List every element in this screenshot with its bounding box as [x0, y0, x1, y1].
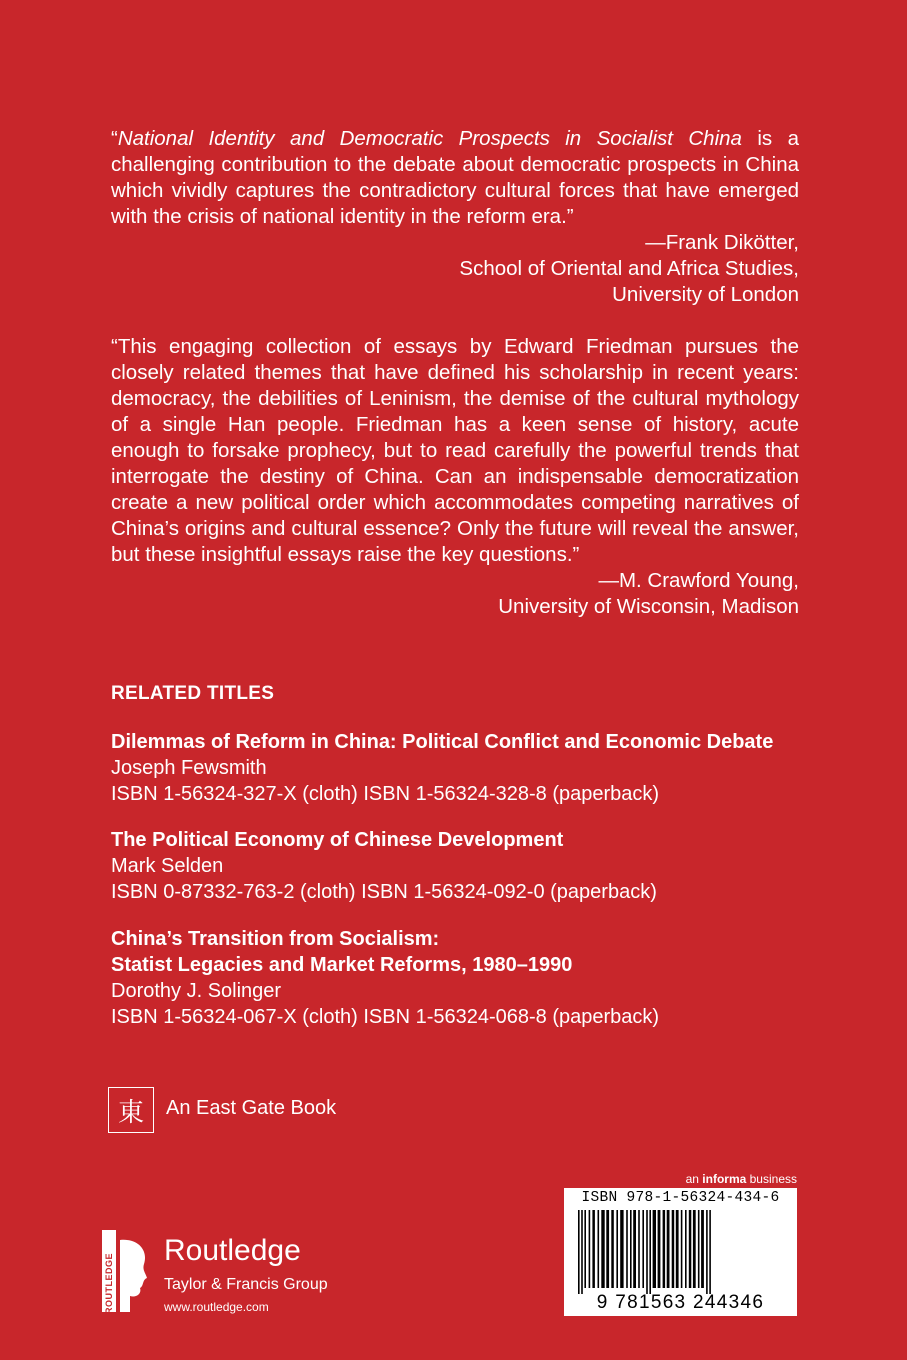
barcode-bar: [701, 1210, 704, 1288]
barcode-bar: [620, 1210, 623, 1288]
attribution-line: —Frank Dikötter,: [645, 231, 799, 254]
barcode-bar: [698, 1210, 700, 1288]
barcode-bar: [689, 1210, 692, 1288]
quote-dikotter: [111, 126, 799, 230]
barcode-bar: [626, 1210, 628, 1288]
barcode-bar: [709, 1210, 711, 1294]
attribution-line: University of Wisconsin, Madison: [498, 595, 799, 618]
publisher-group: Taylor & Francis Group: [164, 1276, 328, 1293]
informa-suffix: business: [746, 1172, 797, 1186]
book-isbn: ISBN 0-87332-763-2 (cloth) ISBN 1-56324-092-0 (paperback): [111, 881, 657, 903]
publisher-url: www.routledge.com: [164, 1300, 269, 1314]
barcode-bar: [581, 1210, 583, 1294]
barcode-bar: [681, 1210, 683, 1288]
barcode-digits: 9 781563 244346: [596, 1292, 765, 1313]
attribution-line: University of London: [612, 283, 799, 306]
barcode-bar: [611, 1210, 614, 1288]
barcode-bar: [706, 1210, 708, 1294]
barcode-bars: [574, 1210, 787, 1294]
publisher-vertical-wordmark: ROUTLEDGE: [104, 1252, 114, 1314]
related-book-1: [111, 729, 831, 807]
informa-brand: informa: [702, 1172, 747, 1186]
book-author: Joseph Fewsmith: [111, 757, 267, 779]
east-gate-label: An East Gate Book: [166, 1097, 337, 1119]
publisher-logo: [100, 1230, 360, 1320]
isbn-barcode: [564, 1188, 797, 1316]
barcode-bar: [592, 1210, 595, 1288]
barcode-bar: [658, 1210, 661, 1288]
barcode-bar: [601, 1210, 604, 1288]
barcode-bar: [578, 1210, 580, 1294]
book-title: Statist Legacies and Market Reforms, 1980–1990: [111, 954, 573, 976]
barcode-bar: [693, 1210, 696, 1288]
attribution-dikotter: [199, 230, 799, 308]
barcode-bar: [653, 1210, 656, 1288]
barcode-bar: [646, 1210, 648, 1294]
attribution-young: [199, 568, 799, 620]
publisher-name: Routledge: [164, 1234, 301, 1267]
barcode-bar: [672, 1210, 675, 1288]
barcode-bar: [606, 1210, 609, 1288]
barcode-bar: [598, 1210, 600, 1288]
barcode-bar: [584, 1210, 586, 1288]
barcode-bar: [676, 1210, 679, 1288]
quote-body: is a challenging contribution to the debate about democratic prospects in China which vividly captures the contradictory cultural forces that have emerged with the crisis of national identity in the reform era.”: [111, 127, 799, 228]
barcode-bar: [616, 1210, 618, 1288]
quote-body: “This engaging collection of essays by Edward Friedman pursues the closely related themes that have defined his scholarship in recent years: democracy, the debilities of Leninism, the demise of the cultural mythology of a single Han people. Friedman has a keen sense of history, acute enough to forsake prophecy, but to read carefully the powerful trends that interrogate the destiny of China. Can an indispensable democratization create a new political order which accommodates competing narratives of China’s origins and cultural essence? Only the future will reveal the answer, but these insightful essays raise the key questions.”: [111, 335, 799, 566]
quote-young: [111, 334, 799, 568]
related-book-2: [111, 827, 831, 905]
barcode-bar: [663, 1210, 666, 1288]
barcode-bar: [589, 1210, 591, 1288]
book-isbn: ISBN 1-56324-327-X (cloth) ISBN 1-56324-328-8 (paperback): [111, 783, 660, 805]
book-title: The Political Economy of Chinese Development: [111, 829, 564, 851]
barcode-bar: [649, 1210, 651, 1294]
barcode-bar: [630, 1210, 632, 1288]
book-title: Dilemmas of Reform in China: Political Conflict and Economic Debate: [111, 731, 774, 753]
barcode-bar: [685, 1210, 687, 1288]
barcode-isbn-text: ISBN 978-1-56324-434-6: [581, 1190, 780, 1206]
book-title: China’s Transition from Socialism:: [111, 928, 440, 950]
book-author: Mark Selden: [111, 855, 224, 877]
related-titles-heading: RELATED TITLES: [111, 683, 275, 704]
quoted-book-title: National Identity and Democratic Prospects in Socialist China: [117, 127, 742, 150]
attribution-line: School of Oriental and Africa Studies,: [459, 257, 799, 280]
barcode-bar: [642, 1210, 644, 1288]
attribution-line: —M. Crawford Young,: [598, 569, 799, 592]
east-gate-logo-icon: 東: [108, 1087, 154, 1133]
informa-prefix: an: [685, 1172, 703, 1186]
book-isbn: ISBN 1-56324-067-X (cloth) ISBN 1-56324-068-8 (paperback): [111, 1006, 660, 1028]
book-author: Dorothy J. Solinger: [111, 980, 282, 1002]
related-book-3: [111, 926, 831, 1030]
barcode-bar: [633, 1210, 636, 1288]
barcode-bar: [638, 1210, 640, 1288]
barcode-bar: [667, 1210, 670, 1288]
informa-tagline: [686, 1172, 797, 1186]
quote-open-mark: “: [111, 127, 118, 150]
